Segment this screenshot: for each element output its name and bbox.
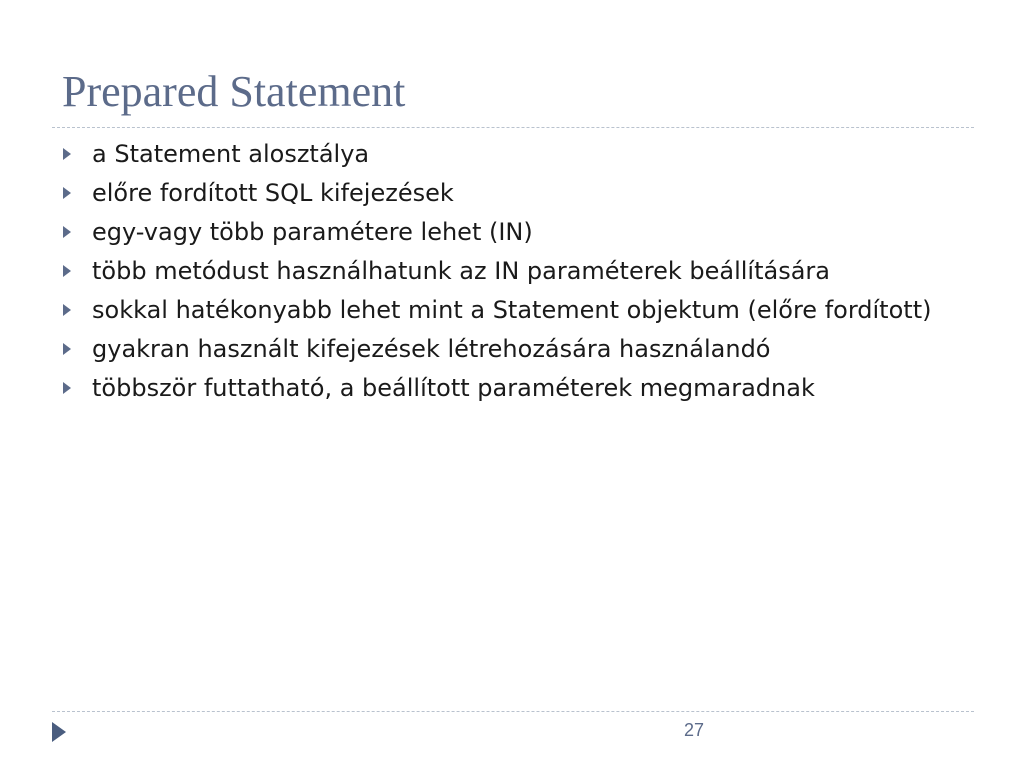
bullet-text: sokkal hatékonyabb lehet mint a Statement objektum (előre fordított)	[92, 296, 932, 324]
bullet-item	[58, 257, 958, 285]
bullet-list	[58, 140, 958, 413]
bullet-item	[58, 179, 958, 207]
triangle-bullet-icon	[63, 343, 71, 355]
title-divider	[52, 127, 974, 128]
bullet-item	[58, 140, 958, 168]
triangle-bullet-icon	[63, 187, 71, 199]
play-arrow-icon[interactable]	[52, 722, 66, 742]
bullet-text: a Statement alosztálya	[92, 140, 370, 168]
triangle-bullet-icon	[63, 304, 71, 316]
slide-title: Prepared Statement	[62, 67, 406, 116]
bullet-item	[58, 374, 958, 402]
triangle-bullet-icon	[63, 265, 71, 277]
bullet-item	[58, 218, 958, 246]
page-number: 27	[684, 720, 705, 740]
footer-divider	[52, 711, 974, 712]
bullet-text: több metódust használhatunk az IN paraméterek beállítására	[92, 257, 830, 285]
triangle-bullet-icon	[63, 382, 71, 394]
bullet-text: többször futtatható, a beállított paraméterek megmaradnak	[92, 374, 815, 402]
triangle-bullet-icon	[63, 226, 71, 238]
bullet-text: egy-vagy több paramétere lehet (IN)	[92, 218, 533, 246]
bullet-item	[58, 296, 958, 324]
bullet-item	[58, 335, 958, 363]
bullet-text: gyakran használt kifejezések létrehozására használandó	[92, 335, 771, 363]
triangle-bullet-icon	[63, 148, 71, 160]
bullet-text: előre fordított SQL kifejezések	[92, 179, 454, 207]
